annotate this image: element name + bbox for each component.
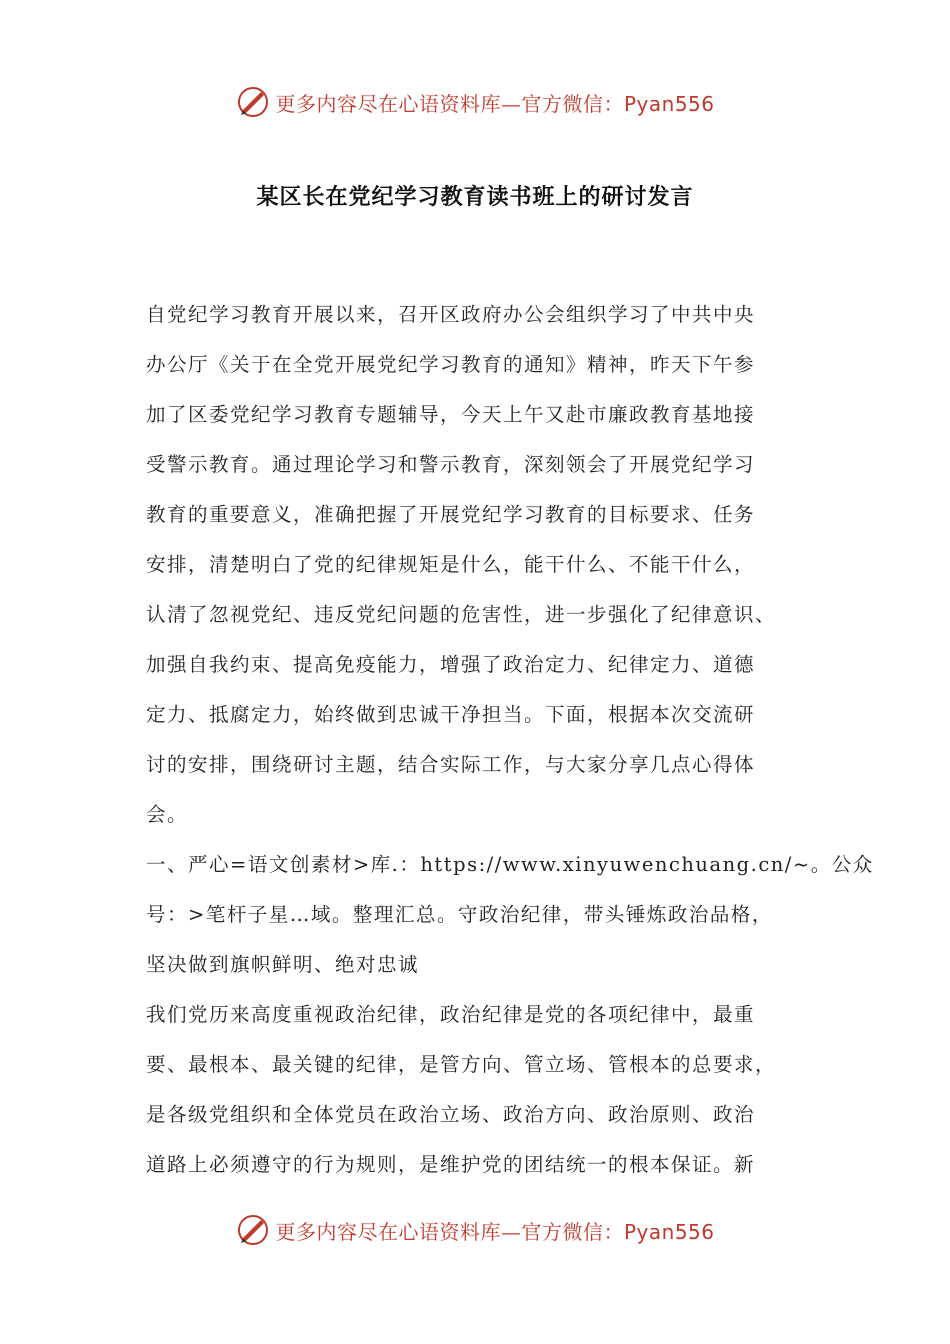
banner-text: 更多内容尽在心语资料库—官方微信：Pyan556 xyxy=(275,1219,715,1244)
section-heading: 号：>笔杆子星…域。整理汇总。守政治纪律，带头锤炼政治品格， xyxy=(146,903,773,926)
text-line: 道路上必须遵守的行为规则，是维护党的团结统一的根本保证。新 xyxy=(146,1153,756,1176)
header-banner xyxy=(0,82,950,122)
section-heading: 一、严心=语文创素材>库.：https://www.xinyuwenchuang.cn/~。公众 xyxy=(146,853,874,876)
text-line: 安排，清楚明白了党的纪律规矩是什么，能干什么、不能干什么， xyxy=(146,553,756,576)
text-line: 教育的重要意义，准确把握了开展党纪学习教育的目标要求、任务 xyxy=(146,503,756,526)
text-line: 是各级党组织和全体党员在政治立场、政治方向、政治原则、政治 xyxy=(146,1103,756,1126)
wechat-id: Pyan556 xyxy=(623,91,715,116)
banner-text: 更多内容尽在心语资料库—官方微信：Pyan556 xyxy=(275,91,715,116)
text-line: 会。 xyxy=(146,803,189,826)
text-line: 受警示教育。通过理论学习和警示教育，深刻领会了开展党纪学习 xyxy=(146,453,756,476)
page-title: 某区长在党纪学习教育读书班上的研讨发言 xyxy=(256,185,694,210)
text-line: 认清了忽视党纪、违反党纪问题的危害性，进一步强化了纪律意识、 xyxy=(146,603,777,626)
pen-logo-icon xyxy=(235,84,271,120)
document-body xyxy=(146,290,874,1190)
text-line: 办公厅《关于在全党开展党纪学习教育的通知》精神，昨天下午参 xyxy=(146,353,756,376)
wechat-id: Pyan556 xyxy=(623,1219,715,1244)
text-line: 加强自我约束、提高免疫能力，增强了政治定力、纪律定力、道德 xyxy=(146,653,756,676)
text-line: 要、最根本、最关键的纪律，是管方向、管立场、管根本的总要求， xyxy=(146,1053,777,1076)
text-line: 我们党历来高度重视政治纪律，政治纪律是党的各项纪律中，最重 xyxy=(146,1003,756,1026)
text-line: 加了区委党纪学习教育专题辅导，今天上午又赴市廉政教育基地接 xyxy=(146,403,756,426)
section-heading: 坚决做到旗帜鲜明、绝对忠诚 xyxy=(146,953,420,976)
text-line: 讨的安排，围绕研讨主题，结合实际工作，与大家分享几点心得体 xyxy=(146,753,756,776)
footer-banner xyxy=(0,1210,950,1250)
text-line: 定力、抵腐定力，始终做到忠诚干净担当。下面，根据本次交流研 xyxy=(146,703,756,726)
pen-logo-icon xyxy=(235,1212,271,1248)
text-line: 自党纪学习教育开展以来，召开区政府办公会组织学习了中共中央 xyxy=(146,303,756,326)
